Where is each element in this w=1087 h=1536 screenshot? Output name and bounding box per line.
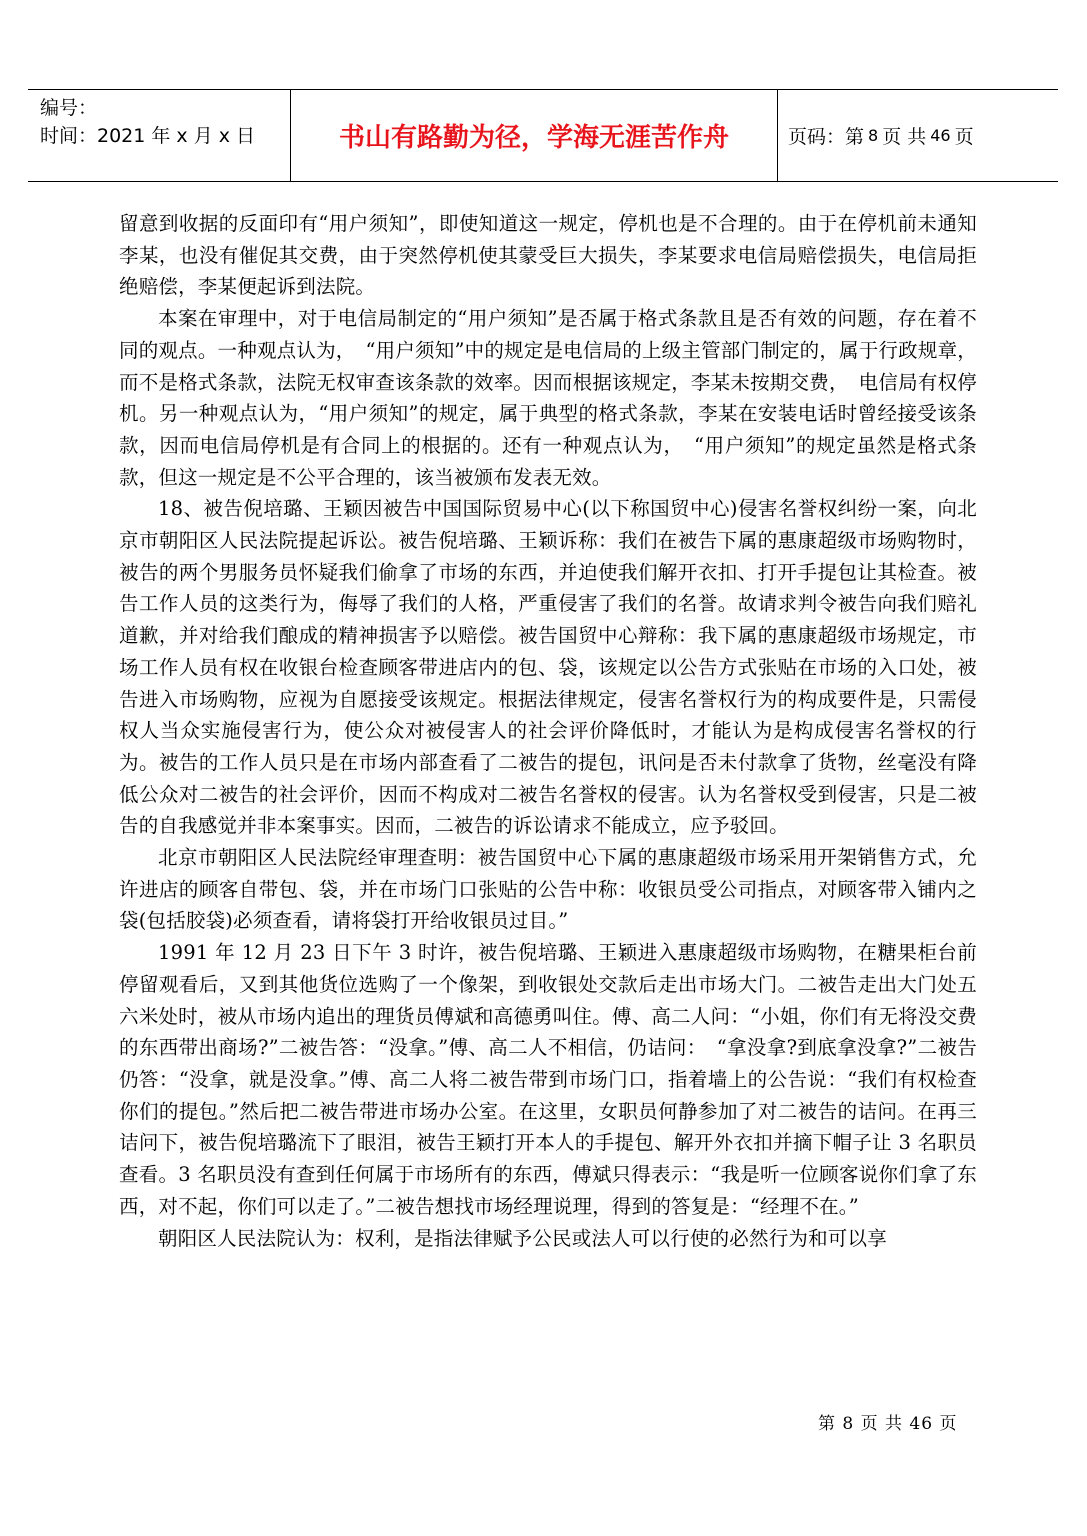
header-meta	[28, 90, 290, 181]
paragraph: 18、被告倪培璐、王颖因被告中国国际贸易中心(以下称国贸中心)侵害名誉权纠纷一案，向北京市朝阳区人民法院提起诉讼。被告倪培璐、王颖诉称：我们在被告下属的惠康超级市场购物时，被告的两个男服务员怀疑我们偷拿了市场的东西，并迫使我们解开衣扣、打开手提包让其检查。被告工作人员的这类行为，侮辱了我们的人格，严重侵害了我们的名誉。故请求判令被告向我们赔礼道歉，并对给我们酿成的精神损害予以赔偿。被告国贸中心辩称：我下属的惠康超级市场规定，市场工作人员有权在收银台检查顾客带进店内的包、袋，该规定以公告方式张贴在市场的入口处，被告进入市场购物，应视为自愿接受该规定。根据法律规定，侵害名誉权行为的构成要件是，只需侵权人当众实施侵害行为，使公众对被侵害人的社会评价降低时，才能认为是构成侵害名誉权的行为。被告的工作人员只是在市场内部查看了二被告的提包，讯问是否未付款拿了货物，丝毫没有降低公众对二被告的社会评价，因而不构成对二被告名誉权的侵害。认为名誉权受到侵害，只是二被告的自我感觉并非本案事实。因而，二被告的诉讼请求不能成立，应予驳回。	[119, 497, 977, 838]
paragraph: 朝阳区人民法院认为：权利，是指法律赋予公民或法人可以行使的必然行为和可以享	[158, 1226, 887, 1250]
page-current: 8	[868, 126, 879, 145]
page-header	[28, 89, 1058, 182]
page-prefix: 页码：第	[788, 126, 865, 148]
document-time-label: 时间：2021 年 x 月 x 日	[40, 125, 256, 147]
page-footer: 第 8 页 共 46 页	[818, 1414, 958, 1434]
paragraph: 北京市朝阳区人民法院经审理查明：被告国贸中心下属的惠康超级市场采用开架销售方式，允许进店的顾客自带包、袋，并在市场门口张贴的公告中称：收银员受公司指点，对顾客带入铺内之袋(包括胶袋)必须查看，请将袋打开给收银员过目。”	[119, 846, 977, 933]
page-middle: 页 共	[882, 126, 927, 148]
paragraph: 1991 年 12 月 23 日下午 3 时许，被告倪培璐、王颖进入惠康超级市场购物，在糖果柜台前停留观看后，又到其他货位选购了一个像架，到收银处交款后走出市场大门。二被告走出大门处五六米处时，被从市场内追出的理货员傅斌和高德勇叫住。傅、高二人问：“小姐，你们有无将没交费的东西带出商场?”二被告答：“没拿。”傅、高二人不相信，仍诘问： “拿没拿?到底拿没拿?”二被告仍答：“没拿，就是没拿。”傅、高二人将二被告带到市场门口，指着墙上的公告说：“我们有权检查你们的提包。”然后把二被告带进市场办公室。在这里，女职员何静参加了对二被告的诘问。在再三诘问下，被告倪培璐流下了眼泪，被告王颖打开本人的手提包、解开外衣扣并摘下帽子让 3 名职员查看。3 名职员没有查到任何属于市场所有的东西，傅斌只得表示：“我是听一位顾客说你们拿了东西，对不起，你们可以走了。”二被告想找市场经理说理，得到的答复是：“经理不在。”	[119, 941, 977, 1218]
header-page-info	[778, 90, 1058, 181]
document-body	[119, 208, 977, 1254]
page-suffix: 页	[954, 126, 974, 148]
paragraph: 本案在审理中，对于电信局制定的“用户须知”是否属于格式条款且是否有效的问题，存在着不同的观点。一种观点认为， “用户须知”中的规定是电信局的上级主管部门制定的，属于行政规章，而不是格式条款，法院无权审查该条款的效率。因而根据该规定，李某未按期交费， 电信局有权停机。另一种观点认为，“用户须知”的规定，属于典型的格式条款，李某在安装电话时曾经接受该条款，因而电信局停机是有合同上的根据的。还有一种观点认为， “用户须知”的规定虽然是格式条款，但这一规定是不公平合理的，该当被颁布发表无效。	[119, 307, 977, 489]
document-number-label: 编号：	[40, 97, 98, 119]
header-motto: 书山有路勤为径，学海无涯苦作舟	[290, 90, 778, 181]
page-total: 46	[930, 126, 951, 145]
paragraph: 留意到收据的反面印有“用户须知”，即使知道这一规定，停机也是不合理的。由于在停机前未通知李某，也没有催促其交费，由于突然停机使其蒙受巨大损失，李某要求电信局赔偿损失，电信局拒绝赔偿，李某便起诉到法院。	[119, 212, 977, 299]
